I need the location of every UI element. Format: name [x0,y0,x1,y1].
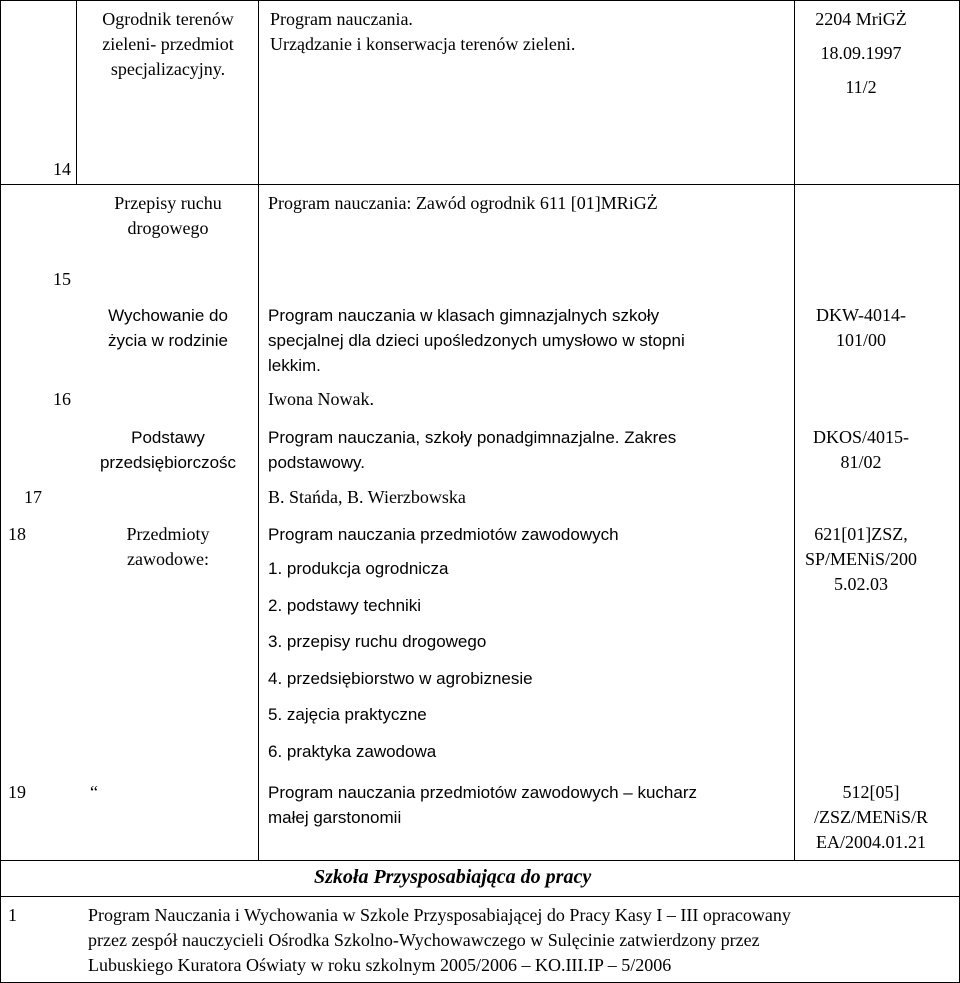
row17-author: B. Stańda, B. Wierzbowska [268,487,466,507]
row18-program-title: Program nauczania przedmiotów zawodowych [268,525,619,544]
row18-item-6: 6. praktyka zawodowa [268,741,437,761]
row18-number: 18 [8,524,26,544]
row16-subject-line-1: Podstawy [131,428,205,447]
row13-subject [78,7,258,82]
row15-program [268,303,685,378]
row16-code [796,425,926,475]
row19-code [796,780,946,855]
row18-program [268,522,619,770]
row15-subject-line-1: Wychowanie do [108,306,228,325]
row18-item-3: 3. przepisy ruchu drogowego [268,632,487,651]
row14-number: 14 [53,159,71,179]
row18-code-line-2: SP/MENiS/200 [804,549,918,569]
row19-program-line-1: Program nauczania przedmiotów zawodowych – kucharz [268,783,697,802]
row18-subject-line-1: Przedmioty [126,524,210,544]
row13-subject-line-3: specjalizacyjny. [110,59,226,79]
row16-program-line-2: podstawowy. [268,453,366,472]
row13-program-line-1: Program nauczania. [270,9,413,29]
row18-code-line-3: 5.02.03 [834,574,888,594]
row15-subject [78,303,258,353]
row16-subject [78,425,258,475]
bottom-text [88,903,791,978]
row18-code-line-1: 621[01]ZSZ, [814,524,908,544]
row13-subject-line-1: Ogrodnik terenów [102,9,234,29]
row14-subject [78,191,258,241]
row15-program-line-2: specjalnej dla dzieci upośledzonych umysłowo w stopni [268,331,685,350]
row15-number: 15 [53,269,71,289]
row13-code-line-2: 18.09.1997 [820,43,902,63]
row16-program [268,425,676,475]
row13-program [270,7,575,57]
row14-program: Program nauczania: Zawód ogrodnik 611 [01]MRiGŻ [268,193,658,213]
row18-code [796,522,926,597]
row16-code-line-1: DKOS/4015- [812,427,909,447]
row15-program-line-3: lekkim. [268,356,321,375]
row19-ditto-mark: “ [90,782,98,802]
row19-code-line-3: EA/2004.01.21 [816,832,926,852]
row19-code-line-2: /ZSZ/MENiS/R [813,807,929,827]
row16-number: 16 [53,389,71,409]
row16-code-line-2: 81/02 [840,452,882,472]
row16-subject-line-2: przedsiębiorczośc [99,453,237,472]
row15-subject-line-2: życia w rodzinie [108,331,228,350]
row18-item-1: 1. produkcja ogrodnicza [268,559,449,578]
row13-code [796,7,926,100]
row19-code-line-1: 512[05] [842,782,900,802]
row15-code-line-2: 101/00 [835,330,886,350]
row13-program-line-2: Urządzanie i konserwacja terenów zieleni. [270,34,576,54]
row14-subject-line-2: drogowego [127,218,209,238]
row17-number: 17 [24,487,42,507]
row16-author: Iwona Nowak. [268,389,374,409]
row18-item-4: 4. przedsiębiorstwo w agrobiznesie [268,668,533,688]
row15-program-line-1: Program nauczania w klasach gimnazjalnych szkoły [268,306,660,325]
row13-code-line-3: 11/2 [845,77,877,97]
bottom-text-line-1: Program Nauczania i Wychowania w Szkole Przysposabiającej do Pracy Kasy I – III opracowany [88,905,791,925]
row19-program [268,780,697,830]
row18-item-5: 5. zajęcia praktyczne [268,705,427,724]
section-title: Szkoła Przysposabiająca do pracy [314,866,592,888]
row13-code-line-1: 2204 MriGŻ [815,9,907,29]
bottom-text-line-2: przez zespół nauczycieli Ośrodka Szkolno-Wychowawczego w Sulęcinie zatwierdzony przez [88,930,760,950]
row19-number: 19 [8,782,26,802]
row18-subject [78,522,258,572]
bottom-number: 1 [8,905,17,925]
row15-code-line-1: DKW-4014- [816,305,906,325]
row16-program-line-1: Program nauczania, szkoły ponadgimnazjalne. Zakres [268,428,677,447]
row19-program-line-2: małej garstonomii [268,808,402,827]
row18-subject-line-2: zawodowe: [127,549,209,569]
bottom-text-line-3: Lubuskiego Kuratora Oświaty w roku szkolnym 2005/2006 – KO.III.IP – 5/2006 [88,955,672,975]
row13-subject-line-2: zieleni- przedmiot [102,34,234,54]
row18-item-2: 2. podstawy techniki [268,595,422,615]
row15-code [796,303,926,353]
row14-subject-line-1: Przepisy ruchu [114,193,222,213]
